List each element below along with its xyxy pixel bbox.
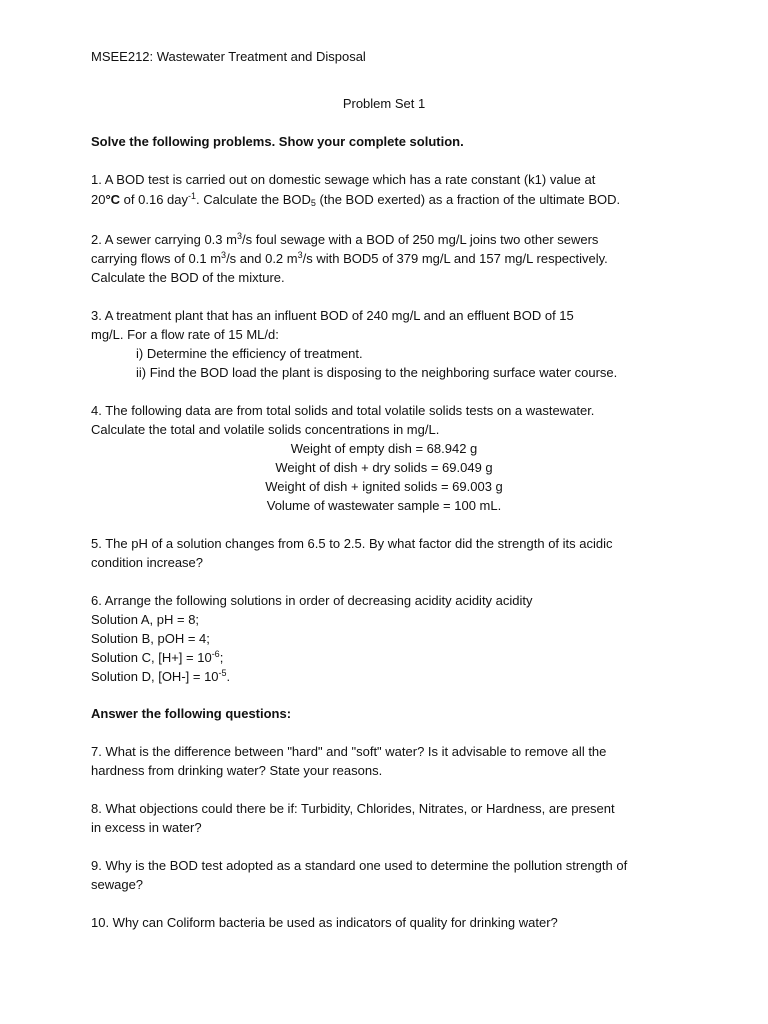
- problem-6-solution-c: Solution C, $[H+] = 10^{-6}$;: [91, 649, 224, 665]
- problem-6-solution-b: Solution B, pOH = 4;: [91, 631, 210, 646]
- problem-4-data-empty-dish: Weight of empty dish = 68.942 g: [290, 441, 478, 456]
- question-8-line-1: 8. What objections could there be if: Turbidity, Chlorides, Nitrates, or Hardness, are present: [91, 801, 615, 816]
- problem-2-line-3: Calculate the BOD of the mixture.: [91, 270, 285, 285]
- problem-4-line-1: 4. The following data are from total solids and total volatile solids tests on a wastewater.: [91, 403, 595, 418]
- problem-3-line-2: mg/L. For a flow rate of 15 ML/d:: [91, 327, 279, 342]
- problem-1-line-1: 1. A BOD test is carried out on domestic sewage which has a rate constant (k1) value at: [91, 172, 596, 187]
- problem-4-line-2: Calculate the total and volatile solids concentrations in mg/L.: [91, 422, 440, 437]
- question-9-line-1: 9. Why is the BOD test adopted as a standard one used to determine the pollution strength of: [91, 858, 628, 873]
- problem-3-part-ii: ii) Find the BOD load the plant is disposing to the neighboring surface water course.: [136, 365, 618, 380]
- question-7-line-1: 7. What is the difference between "hard" and "soft" water? Is it advisable to remove all the: [91, 744, 607, 759]
- problem-3-line-1: 3. A treatment plant that has an influent BOD of 240 mg/L and an effluent BOD of 15: [91, 308, 574, 323]
- problem-5-line-1: 5. The pH of a solution changes from 6.5 to 2.5. By what factor did the strength of its acidic: [91, 536, 613, 551]
- course-header: [91, 47, 366, 66]
- question-10-line-1: 10. Why can Coliform bacteria be used as indicators of quality for drinking water?: [91, 915, 558, 930]
- problem-2-line-2: carrying flows of 0.1 $m^3/s$ and 0.2 $m^3/s$ with BOD5 of 379 mg/L and 157 mg/L respectively.: [91, 250, 608, 266]
- instructions-solve: Solve the following problems. Show your complete solution.: [91, 134, 464, 149]
- problem-4-data-dry-solids: Weight of dish + dry solids = 69.049 g: [275, 460, 493, 475]
- question-8-line-2: in excess in water?: [91, 820, 202, 835]
- problem-6-line-1: 6. Arrange the following solutions in order of decreasing acidity acidity acidity: [91, 593, 533, 608]
- course-code: MSEE212:: [91, 49, 154, 64]
- problem-6-solution-a: Solution A, pH = 8;: [91, 612, 200, 627]
- problem-2-line-1: 2. A sewer carrying 0.3 $m^3/s$ foul sewage with a BOD of 250 mg/L joins two other sewers: [91, 231, 599, 247]
- question-9-line-2: sewage?: [91, 877, 144, 892]
- course-title: Wastewater Treatment and Disposal: [153, 49, 366, 64]
- problem-5-line-2: condition increase?: [91, 555, 204, 570]
- instructions-answer: Answer the following questions:: [91, 706, 292, 721]
- problem-set-title: Problem Set 1: [342, 96, 426, 111]
- problem-4-data-ignited-solids: Weight of dish + ignited solids = 69.003 g: [265, 479, 503, 494]
- problem-3-part-i: i) Determine the efficiency of treatment.: [136, 346, 363, 361]
- problem-4-data-sample-volume: Volume of wastewater sample = 100 mL.: [266, 498, 502, 513]
- question-7-line-2: hardness from drinking water? State your reasons.: [91, 763, 383, 778]
- problem-1-line-2: 20°C of 0.16 day$^{-1}$. Calculate the $BOD_5$ (the BOD exerted) as a fraction of the ultimate BOD.: [91, 191, 621, 208]
- problem-6-solution-d: Solution D, $[OH-] = 10^{-5}$.: [91, 668, 231, 684]
